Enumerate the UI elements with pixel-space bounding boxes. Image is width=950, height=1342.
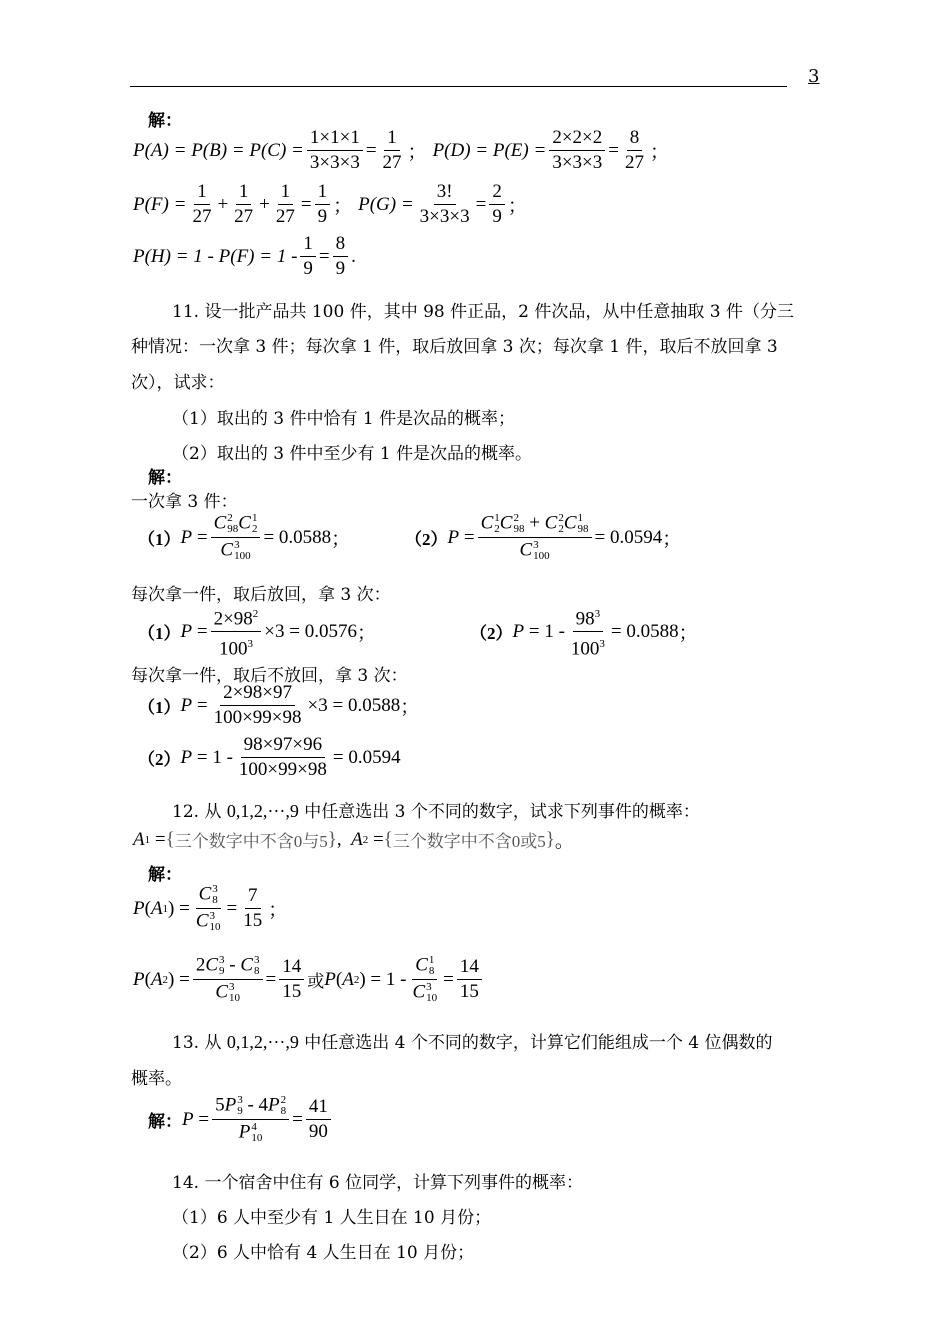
p10-line2: P(F) = $\frac{1}{27}$ + $\frac{1}{27}$ + $\frac{1}{27}$ = $\frac{1}{9}$ ； P(G) = $\frac{3!}{3\times 3\times 3}$ = $\frac{2}{9}$ ； [133, 181, 527, 227]
q11-case1-eq1: （1） P = C 2 98 C 1 2 C 3 100 = 0.0588 ； [138, 512, 351, 562]
q14-line1: 14. 一个宿舍中住有 6 位同学，计算下列事件的概率： [172, 1173, 584, 1193]
q14-sub2: （2）6 人中恰有 4 人生日在 10 月份； [172, 1243, 475, 1263]
q12-answer2: P ( A 2 ) = 2C 3 9 - C 3 8 C 3 10 = 14 15 或 P ( A 2 ) = 1 - C 1 8 C 3 10 = 14 15 [133, 955, 485, 1004]
q11-sub2: （2）取出的 3 件中至少有 1 件是次品的概率。 [172, 444, 533, 464]
q12-solution-label: 解： [148, 865, 182, 885]
q11-case3-eq1: （1） P = $\frac{2\times 98\times 97}{100\times 99\times 98}$ ×3 = 0.0588 ； [138, 682, 420, 728]
q11-case3: 每次拿一件，取后不放回，拿 3 次： [131, 666, 408, 686]
q13-line1: 13. 从 0,1,2,···,9 中任意选出 4 个不同的数字，计算它们能组成一个 4 位偶数的 [172, 1032, 773, 1053]
q13-line2: 概率。 [131, 1069, 182, 1089]
q11-case2-eq2: （2） P = 1 - $98^3$ $100^3$ = 0.0588 ； [470, 604, 698, 660]
q12-events: A 1 = { 三个数字中不含0与5 } , A 2 = { 三个数字中不含0或5 } 。 [133, 828, 574, 852]
page-number: 3 [808, 66, 820, 87]
q11-case3-eq2: （2） P = 1 - 98×97×96 100×99×98 = 0.0594 [138, 734, 401, 780]
q11-case2-eq1: （1） P = $\frac{2\times 98^2}{100^3}$ ×3 = 0.0576 ； [138, 604, 376, 660]
q13-answer: 解： P = 5P 3 9 - 4P 2 8 P 4 10 = 41 90 [148, 1095, 334, 1144]
solution-label: 解： [148, 111, 182, 131]
q12-line1: 12. 从 0,1,2,···,9 中任意选出 3 个不同的数字，试求下列事件的概率： [172, 801, 700, 822]
q11-sub1: （1）取出的 3 件中恰有 1 件是次品的概率； [172, 409, 516, 429]
q11-case1: 一次拿 3 件： [131, 492, 238, 512]
q11-line1: 11. 设一批产品共 100 件，其中 98 件正品，2 件次品，从中任意抽取 3 件（分三 [172, 302, 794, 322]
q11-solution-label: 解： [148, 468, 182, 488]
q11-line2: 种情况：一次拿 3 件；每次拿 1 件，取后放回拿 3 次；每次拿 1 件，取后不放回拿 3 [131, 337, 778, 357]
q11-case2: 每次拿一件，取后放回，拿 3 次： [131, 585, 391, 605]
p10-line1: P(A) = P(B) = P(C) = $\frac{1\times 1\times 1}{3\times 3\times 3}$ = $\frac{1}{27}$ ； P(D) = P(E) = $\frac{2\times 2\times 2}{3\times 3\times 3}$ = $\frac{8}{27}$ ； [133, 127, 669, 173]
header-rule [130, 86, 787, 87]
q11-case1-eq2: （2） P = C 1 2 C 2 98 + C 2 2 C 1 98 C 3 100 = 0.0594 ； [405, 512, 682, 562]
p10-line3: P(H) = 1 - P(F) = 1 - $\frac{1}{9}$ = $\frac{8}{9}$ . [133, 233, 356, 279]
q11-line3: 次），试求： [131, 373, 225, 393]
q14-sub1: （1）6 人中至少有 1 人生日在 10 月份； [172, 1208, 492, 1228]
q12-answer1: P ( A 1 ) = C 3 8 C 3 10 = 7 15 ； [133, 883, 288, 933]
